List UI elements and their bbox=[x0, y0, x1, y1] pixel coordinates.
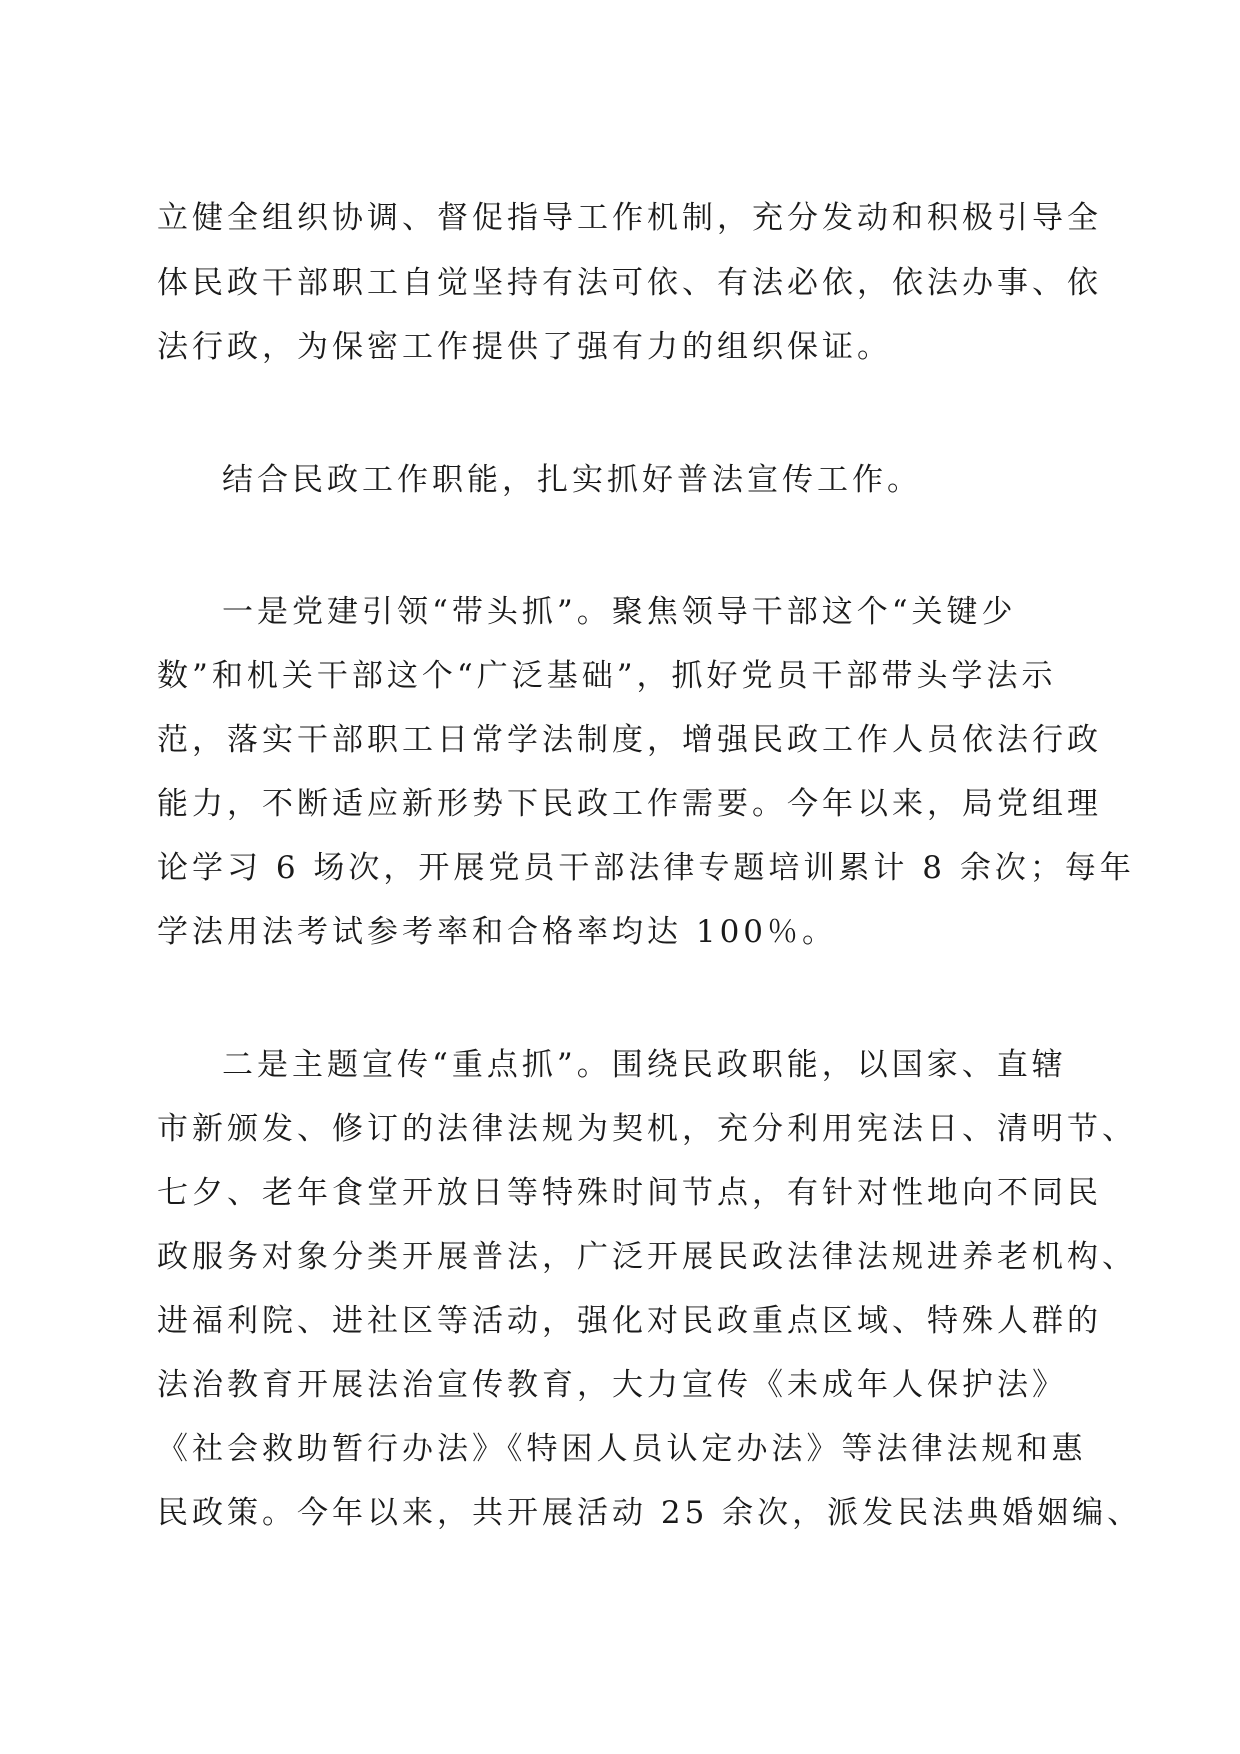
paragraph-2-line-6: 学法用法考试参考率和合格率均达 100％。 bbox=[157, 914, 838, 950]
paragraph-3-line-3: 七夕、老年食堂开放日等特殊时间节点，有针对性地向不同民 bbox=[157, 1175, 1102, 1211]
paragraph-2-line-2: 数”和机关干部这个“广泛基础”，抓好党员干部带头学法示 bbox=[157, 658, 1057, 694]
paragraph-3-line-8: 民政策。今年以来，共开展活动 25 余次，派发民法典婚姻编、 bbox=[157, 1495, 1143, 1531]
paragraph-3-line-1: 二是主题宣传“重点抓”。围绕民政职能，以国家、直辖 bbox=[222, 1047, 1067, 1083]
paragraph-1-line-1: 立健全组织协调、督促指导工作机制，充分发动和积极引导全 bbox=[157, 200, 1102, 236]
paragraph-2-line-4: 能力，不断适应新形势下民政工作需要。今年以来，局党组理 bbox=[157, 786, 1102, 822]
section-heading: 结合民政工作职能，扎实抓好普法宣传工作。 bbox=[222, 462, 922, 498]
paragraph-1-line-3: 法行政，为保密工作提供了强有力的组织保证。 bbox=[157, 329, 892, 365]
paragraph-2-line-3: 范，落实干部职工日常学法制度，增强民政工作人员依法行政 bbox=[157, 722, 1102, 758]
paragraph-2-line-1: 一是党建引领“带头抓”。聚焦领导干部这个“关键少 bbox=[222, 594, 1017, 630]
paragraph-3-line-4: 政服务对象分类开展普法，广泛开展民政法律法规进养老机构、 bbox=[157, 1239, 1137, 1275]
paragraph-3-line-7: 《社会救助暂行办法》《特困人员认定办法》等法律法规和惠 bbox=[157, 1431, 1087, 1467]
paragraph-2-line-5: 论学习 6 场次，开展党员干部法律专题培训累计 8 余次；每年 bbox=[157, 850, 1135, 886]
paragraph-1-line-2: 体民政干部职工自觉坚持有法可依、有法必依，依法办事、依 bbox=[157, 265, 1102, 301]
paragraph-3-line-2: 市新颁发、修订的法律法规为契机，充分利用宪法日、清明节、 bbox=[157, 1111, 1137, 1147]
paragraph-3-line-5: 进福利院、进社区等活动，强化对民政重点区域、特殊人群的 bbox=[157, 1303, 1102, 1339]
paragraph-3-line-6: 法治教育开展法治宣传教育，大力宣传《未成年人保护法》 bbox=[157, 1367, 1067, 1403]
